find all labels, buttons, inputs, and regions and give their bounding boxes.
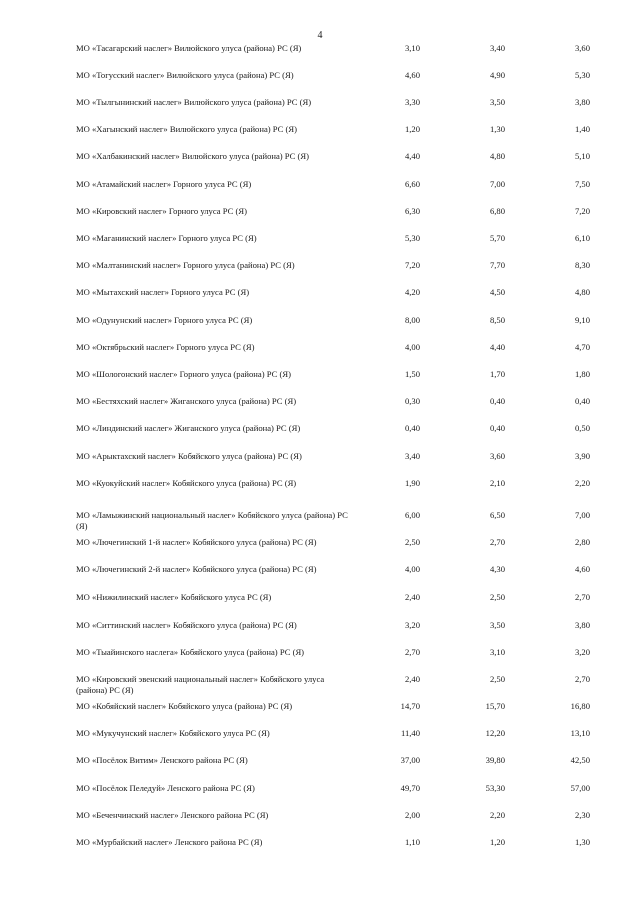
value-col-1: 2,00 — [404, 810, 420, 820]
row-name: МО «Тогусский наслег» Вилюйского улуса (района) РС (Я) — [76, 70, 294, 80]
value-col-2: 2,10 — [489, 478, 505, 488]
table-row — [0, 124, 640, 151]
value-col-2: 4,50 — [489, 287, 505, 297]
table-row — [0, 510, 640, 537]
value-col-2: 2,50 — [489, 592, 505, 602]
row-name: МО «Нижилинский наслег» Кобяйского улуса РС (Я) — [76, 592, 272, 602]
value-col-1: 4,00 — [404, 342, 420, 352]
value-col-1: 4,60 — [404, 70, 420, 80]
row-name: МО «Лючегинский 1-й наслег» Кобяйского улуса (района) РС (Я) — [76, 537, 317, 547]
value-col-2: 2,50 — [489, 674, 505, 684]
value-col-1: 1,50 — [404, 369, 420, 379]
row-name: МО «Ситтинский наслег» Кобяйского улуса (района) РС (Я) — [76, 620, 297, 630]
row-name: МО «Кобяйский наслег» Кобяйского улуса (района) РС (Я) — [76, 701, 293, 711]
row-name: МО «Арыктахский наслег» Кобяйского улуса (района) РС (Я) — [76, 451, 302, 461]
value-col-2: 4,80 — [489, 151, 505, 161]
value-col-1: 14,70 — [400, 701, 420, 711]
table-row — [0, 620, 640, 647]
value-col-3: 2,30 — [574, 810, 590, 820]
row-name: МО «Хагынский наслег» Вилюйского улуса (района) РС (Я) — [76, 124, 297, 134]
table-row — [0, 369, 640, 396]
value-col-2: 2,70 — [489, 537, 505, 547]
value-col-3: 2,20 — [574, 478, 590, 488]
value-col-3: 4,60 — [574, 564, 590, 574]
table-row — [0, 647, 640, 674]
value-col-1: 7,20 — [404, 260, 420, 270]
value-col-1: 4,20 — [404, 287, 420, 297]
row-name: МО «Мурбайский наслег» Ленского района РС (Я) — [76, 837, 263, 847]
row-name: МО «Линдинский наслег» Жиганского улуса (района) РС (Я) — [76, 423, 301, 433]
row-name: МО «Ламыжинский национальный наслег» Кобяйского улуса (района) РС (Я) — [76, 510, 348, 531]
value-col-1: 0,40 — [404, 423, 420, 433]
row-name: МО «Тасагарский наслег» Вилюйского улуса (района) РС (Я) — [76, 43, 302, 53]
value-col-1: 3,40 — [404, 451, 420, 461]
table-row — [0, 287, 640, 314]
table-row — [0, 43, 640, 70]
table-row — [0, 342, 640, 369]
value-col-2: 12,20 — [485, 728, 505, 738]
value-col-1: 2,40 — [404, 592, 420, 602]
table-row — [0, 396, 640, 423]
table-row — [0, 179, 640, 206]
value-col-3: 16,80 — [570, 701, 590, 711]
value-col-3: 1,80 — [574, 369, 590, 379]
value-col-2: 3,10 — [489, 647, 505, 657]
value-col-2: 5,70 — [489, 233, 505, 243]
table-row — [0, 315, 640, 342]
table-row — [0, 810, 640, 837]
table-row — [0, 564, 640, 591]
value-col-1: 0,30 — [404, 396, 420, 406]
value-col-2: 3,40 — [489, 43, 505, 53]
row-name: МО «Посёлок Витим» Ленского района РС (Я) — [76, 755, 248, 765]
value-col-2: 7,00 — [489, 179, 505, 189]
row-name: МО «Кировский наслег» Горного улуса РС (Я) — [76, 206, 247, 216]
table-row — [0, 674, 640, 701]
row-name: МО «Маганинский наслег» Горного улуса РС (Я) — [76, 233, 257, 243]
value-col-2: 4,30 — [489, 564, 505, 574]
value-col-3: 5,10 — [574, 151, 590, 161]
row-name: МО «Октябрьский наслег» Горного улуса РС (Я) — [76, 342, 255, 352]
value-col-1: 49,70 — [400, 783, 420, 793]
value-col-3: 7,50 — [574, 179, 590, 189]
value-col-1: 3,10 — [404, 43, 420, 53]
value-col-3: 4,70 — [574, 342, 590, 352]
table-row — [0, 260, 640, 287]
value-col-3: 7,00 — [574, 510, 590, 520]
value-col-3: 2,70 — [574, 674, 590, 684]
value-col-3: 0,50 — [574, 423, 590, 433]
value-col-2: 3,60 — [489, 451, 505, 461]
value-col-1: 6,60 — [404, 179, 420, 189]
value-col-1: 6,00 — [404, 510, 420, 520]
value-col-1: 4,00 — [404, 564, 420, 574]
row-name: МО «Шологонский наслег» Горного улуса (района) РС (Я) — [76, 369, 291, 379]
value-col-1: 1,90 — [404, 478, 420, 488]
table-row — [0, 233, 640, 260]
value-col-1: 4,40 — [404, 151, 420, 161]
row-name: МО «Халбакинский наслег» Вилюйского улуса (района) РС (Я) — [76, 151, 310, 161]
value-col-3: 42,50 — [570, 755, 590, 765]
value-col-1: 2,50 — [404, 537, 420, 547]
table-row — [0, 206, 640, 233]
value-col-2: 1,30 — [489, 124, 505, 134]
value-col-2: 4,40 — [489, 342, 505, 352]
value-col-3: 7,20 — [574, 206, 590, 216]
value-col-1: 6,30 — [404, 206, 420, 216]
table-row — [0, 537, 640, 564]
row-name: МО «Лючегинский 2-й наслег» Кобяйского улуса (района) РС (Я) — [76, 564, 317, 574]
value-col-3: 3,80 — [574, 97, 590, 107]
value-col-2: 7,70 — [489, 260, 505, 270]
page-number: 4 — [317, 30, 323, 41]
row-name: МО «Посёлок Пеледуй» Ленского района РС (Я) — [76, 783, 255, 793]
value-col-3: 3,80 — [574, 620, 590, 630]
value-col-2: 6,80 — [489, 206, 505, 216]
row-name: МО «Атамайский наслег» Горного улуса РС (Я) — [76, 179, 252, 189]
table-row — [0, 451, 640, 478]
table-row — [0, 423, 640, 450]
value-col-2: 1,20 — [489, 837, 505, 847]
value-col-2: 1,70 — [489, 369, 505, 379]
row-name: МО «Беченчинский наслег» Ленского района РС (Я) — [76, 810, 269, 820]
row-name: МО «Малтанинский наслег» Горного улуса (района) РС (Я) — [76, 260, 295, 270]
row-name: МО «Мукучунский наслег» Кобяйского улуса РС (Я) — [76, 728, 270, 738]
value-col-3: 3,60 — [574, 43, 590, 53]
value-col-2: 0,40 — [489, 423, 505, 433]
table-row — [0, 151, 640, 178]
table-row — [0, 478, 640, 505]
row-name: МО «Кировский эвенский национальный наслег» Кобяйского улуса (района) РС (Я) — [76, 674, 325, 695]
value-col-1: 8,00 — [404, 315, 420, 325]
value-col-1: 5,30 — [404, 233, 420, 243]
value-col-2: 53,30 — [485, 783, 505, 793]
value-col-1: 3,20 — [404, 620, 420, 630]
value-col-2: 3,50 — [489, 97, 505, 107]
row-name: МО «Бестяхский наслег» Жиганского улуса (района) РС (Я) — [76, 396, 297, 406]
row-name: МО «Куокуйский наслег» Кобяйского улуса (района) РС (Я) — [76, 478, 297, 488]
row-name: МО «Мытахский наслег» Горного улуса РС (Я) — [76, 287, 250, 297]
value-col-3: 13,10 — [570, 728, 590, 738]
row-name: МО «Одунунский наслег» Горного улуса РС (Я) — [76, 315, 253, 325]
value-col-1: 2,40 — [404, 674, 420, 684]
value-col-3: 5,30 — [574, 70, 590, 80]
value-col-3: 1,40 — [574, 124, 590, 134]
table-row — [0, 783, 640, 810]
value-col-1: 1,20 — [404, 124, 420, 134]
value-col-1: 2,70 — [404, 647, 420, 657]
row-name: МО «Тыайинского наслега» Кобяйского улуса (района) РС (Я) — [76, 647, 305, 657]
value-col-3: 2,70 — [574, 592, 590, 602]
value-col-1: 11,40 — [400, 728, 420, 738]
value-col-2: 0,40 — [489, 396, 505, 406]
value-col-2: 6,50 — [489, 510, 505, 520]
value-col-2: 4,90 — [489, 70, 505, 80]
table-row — [0, 70, 640, 97]
table-row — [0, 837, 640, 864]
value-col-3: 3,90 — [574, 451, 590, 461]
value-col-3: 9,10 — [574, 315, 590, 325]
row-name: МО «Тылгынинский наслег» Вилюйского улуса (района) РС (Я) — [76, 97, 312, 107]
value-col-3: 3,20 — [574, 647, 590, 657]
value-col-3: 8,30 — [574, 260, 590, 270]
table-row — [0, 755, 640, 782]
value-col-3: 1,30 — [574, 837, 590, 847]
value-col-2: 8,50 — [489, 315, 505, 325]
table-row — [0, 728, 640, 755]
value-col-3: 6,10 — [574, 233, 590, 243]
value-col-1: 37,00 — [400, 755, 420, 765]
value-col-2: 39,80 — [485, 755, 505, 765]
value-col-3: 4,80 — [574, 287, 590, 297]
table-row — [0, 592, 640, 619]
value-col-1: 1,10 — [404, 837, 420, 847]
value-col-2: 2,20 — [489, 810, 505, 820]
value-col-2: 15,70 — [485, 701, 505, 711]
value-col-3: 2,80 — [574, 537, 590, 547]
table-row — [0, 97, 640, 124]
table-row — [0, 701, 640, 728]
value-col-2: 3,50 — [489, 620, 505, 630]
value-col-3: 57,00 — [570, 783, 590, 793]
value-col-3: 0,40 — [574, 396, 590, 406]
value-col-1: 3,30 — [404, 97, 420, 107]
